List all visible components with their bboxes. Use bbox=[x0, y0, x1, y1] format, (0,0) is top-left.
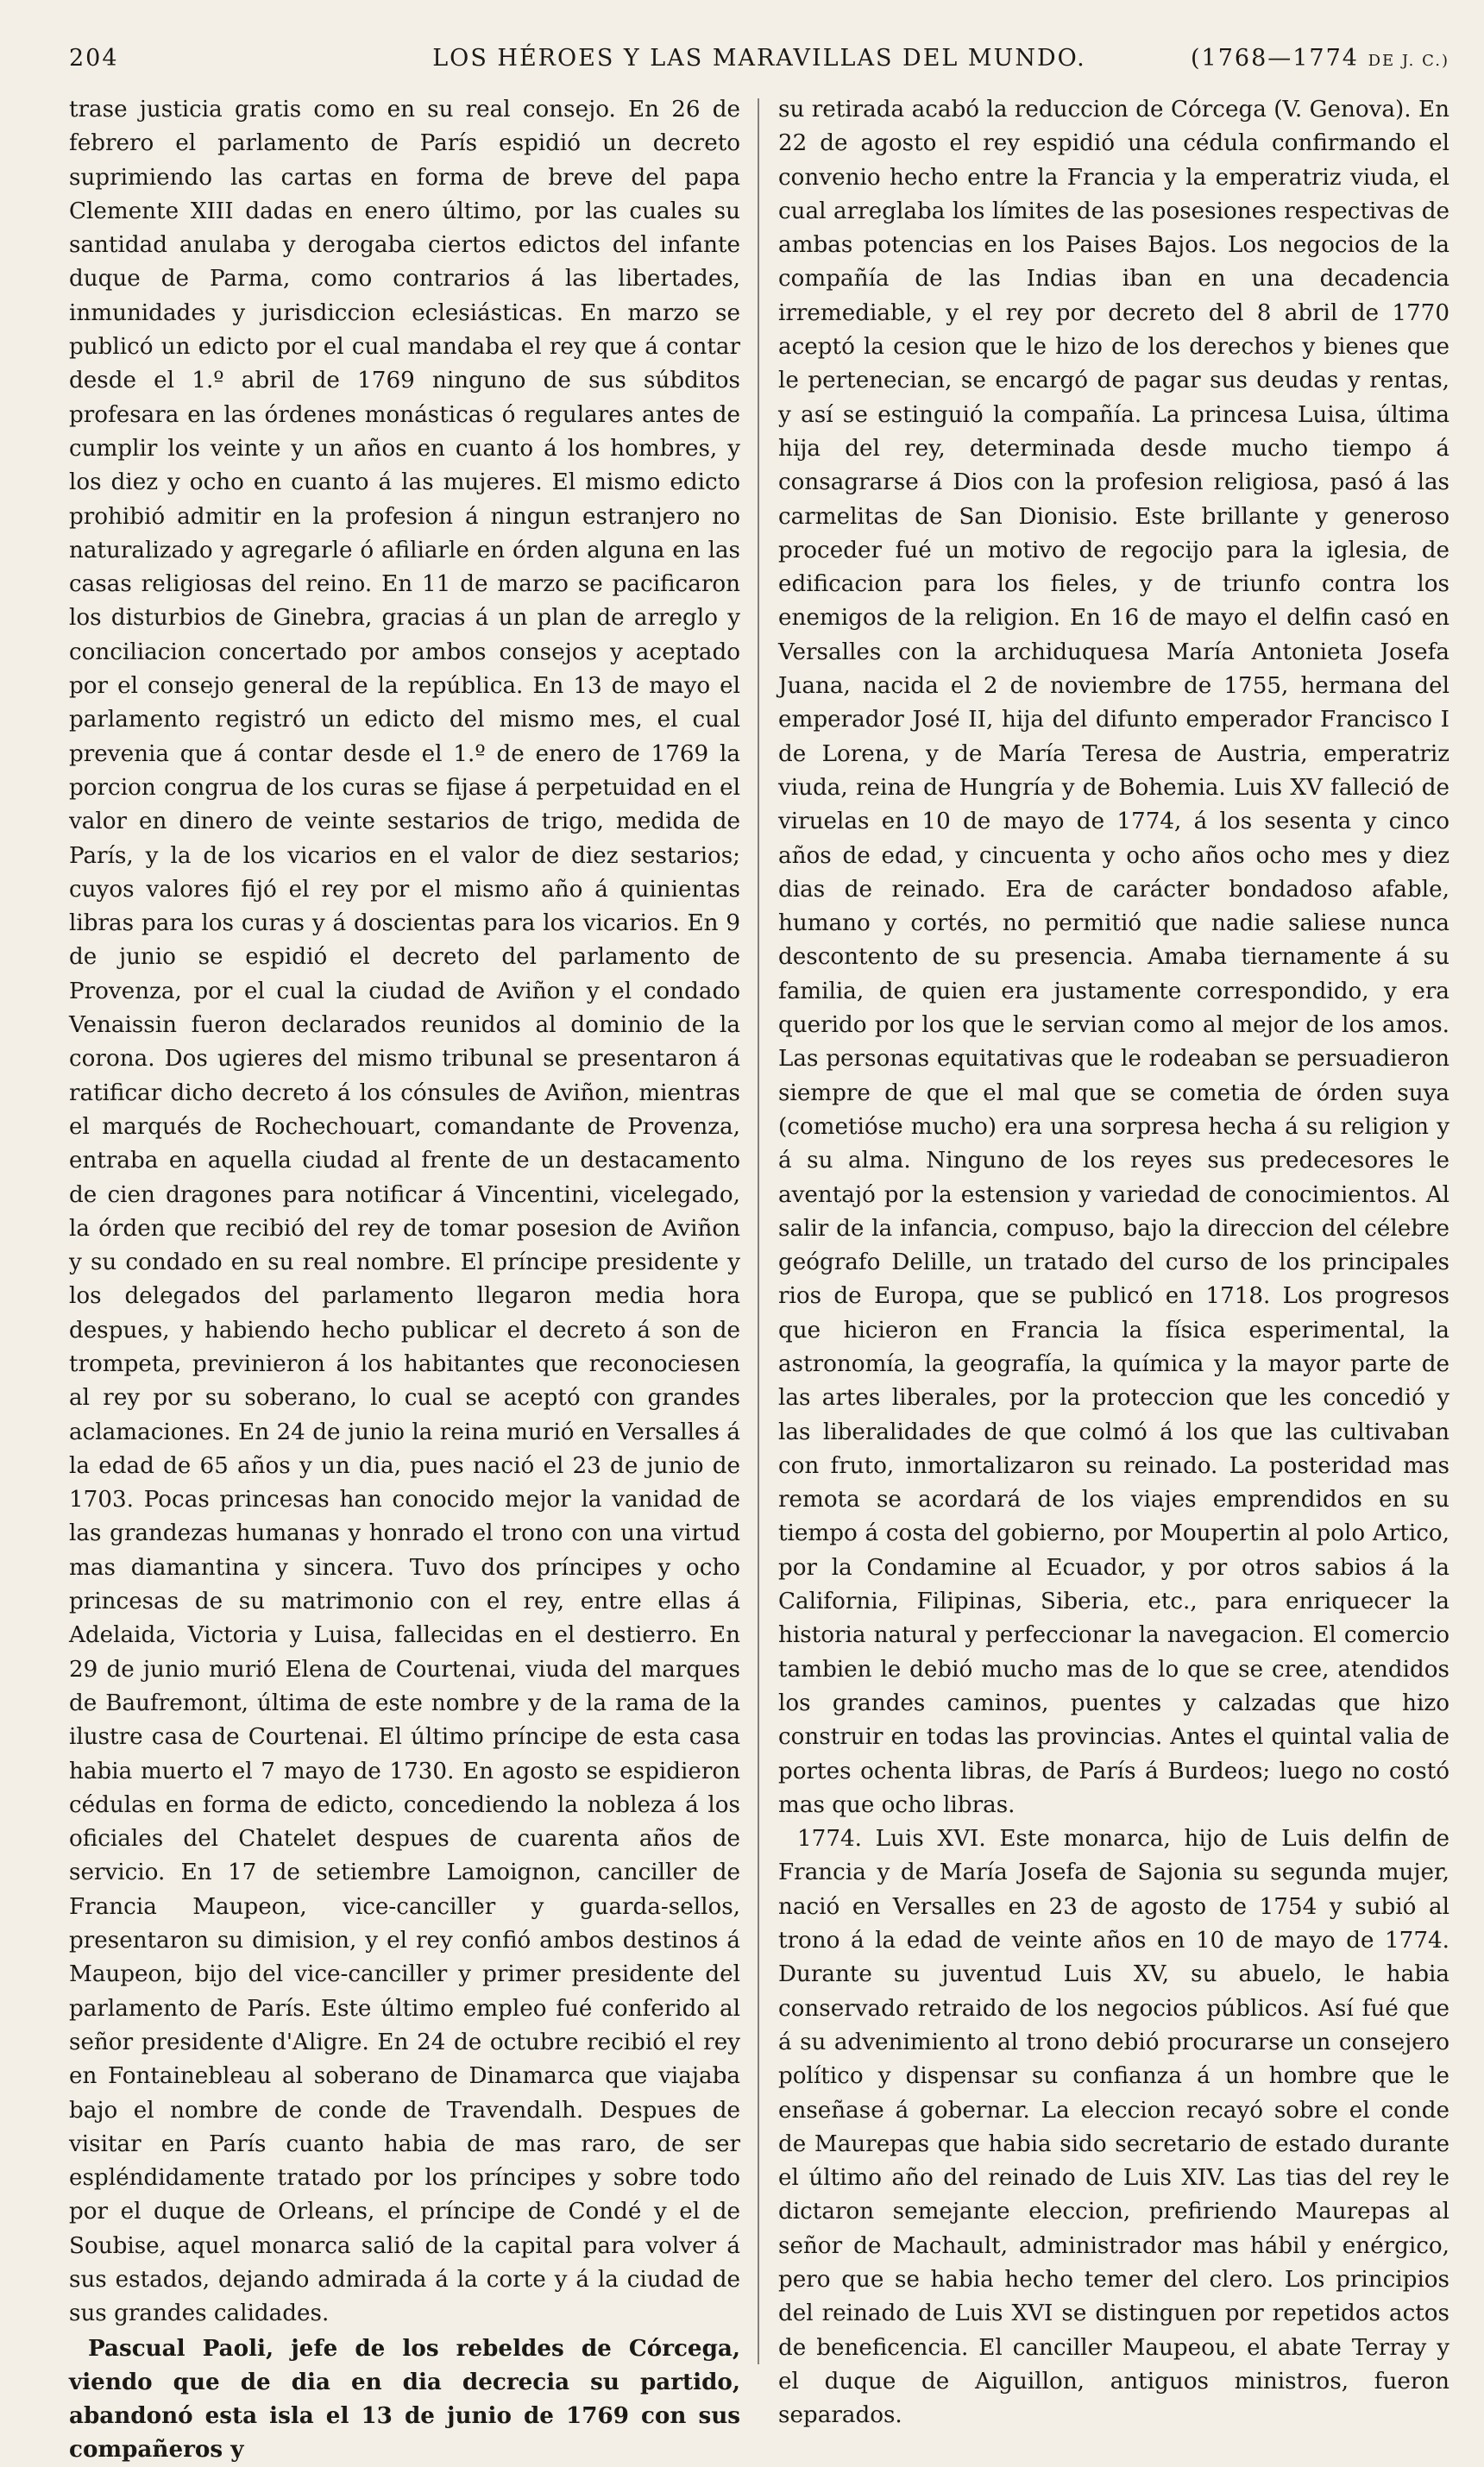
column-divider bbox=[758, 98, 759, 2364]
date-range-years: (1768—1774 bbox=[1191, 45, 1359, 72]
date-range bbox=[1191, 45, 1449, 72]
page-number: 204 bbox=[69, 45, 119, 72]
date-range-era: DE J. C.) bbox=[1368, 52, 1449, 70]
left-paragraph-1: trase justicia gratis como en su real consejo. En 26 de febrero el parlamento de París espidió un decreto suprimiendo las cartas en forma de breve del papa Clemente XIII dadas en enero último, por las cuales su santidad anulaba y derogaba ciertos edictos del infante duque de Parma, como contrarios á las libertades, inmunidades y jurisdiccion eclesiásticas. En marzo se publicó un edicto por el cual mandaba el rey que á contar desde el 1.º abril de 1769 ninguno de sus súbditos profesara en las órdenes monásticas ó regulares antes de cumplir los veinte y un años en cuanto á los hombres, y los diez y ocho en cuanto á las mujeres. El mismo edicto prohibió admitir en la profesion á ningun estranjero no naturalizado y agregarle ó afiliarle en órden alguna en las casas religiosas del reino. En 11 de marzo se pacificaron los disturbios de Ginebra, gracias á un plan de arreglo y conciliacion concertado por ambos consejos y aceptado por el consejo general de la república. En 13 de mayo el parlamento registró un edicto del mismo mes, el cual prevenia que á contar desde el 1.º de enero de 1769 la porcion congrua de los curas se fijase á perpetuidad en el valor en dinero de veinte sestarios de trigo, medida de París, y la de los vicarios en el valor de diez sestarios; cuyos valores fijó el rey por el mismo año á quinientas libras para los curas y á doscientas para los vicarios. En 9 de junio se espidió el decreto del parlamento de Provenza, por el cual la ciudad de Aviñon y el condado Venaissin fueron declarados reunidos al dominio de la corona. Dos ugieres del mismo tribunal se presentaron á ratificar dicho decreto á los cónsules de Aviñon, mientras el marqués de Rochechouart, comandante de Provenza, entraba en aquella ciudad al frente de un destacamento de cien dragones para notificar á Vincentini, vicelegado, la órden que recibió del rey de tomar posesion de Aviñon y su condado en su real nombre. El príncipe presidente y los delegados del parlamento llegaron media hora despues, y habiendo hecho publicar el decreto á son de trompeta, previnieron á los habitantes que reconociesen al rey por su soberano, lo cual se aceptó con grandes aclamaciones. En 24 de junio la reina murió en Versalles á la edad de 65 años y un dia, pues nació el 23 de junio de 1703. Pocas princesas han conocido mejor la vanidad de las grandezas humanas y honrado el trono con una virtud mas diamantina y sincera. Tuvo dos príncipes y ocho princesas de su matrimonio con el rey, entre ellas á Adelaida, Victoria y Luisa, fallecidas en el destierro. En 29 de junio murió Elena de Courtenai, viuda del marques de Baufremont, última de este nombre y de la rama de la ilustre casa de Courtenai. El último príncipe de esta casa habia muerto el 7 mayo de 1730. En agosto se espidieron cédulas en forma de edicto, concediendo la nobleza á los oficiales del Chatelet despues de cuarenta años de servicio. En 17 de setiembre Lamoignon, canciller de Francia Maupeon, vice-canciller y guarda-sellos, presentaron su dimision, y el rey confió ambos destinos á Maupeon, bijo del vice-canciller y primer presidente del parlamento de París. Este último empleo fué conferido al señor presidente d'Aligre. En 24 de octubre recibió el rey en Fontainebleau al soberano de Dinamarca que viajaba bajo el nombre de conde de Travendalh. Despues de visitar en París cuanto habia de mas raro, de ser espléndidamente tratado por los príncipes y sobre todo por el duque de Orleans, el príncipe de Condé y el de Soubise, aquel monarca salió de la capital para volver á sus estados, dejando admirada á la corte y á la ciudad de sus grandes calidades. bbox=[69, 97, 740, 2327]
right-paragraph-2: 1774. Luis XVI. Este monarca, hijo de Luis delfin de Francia y de María Josefa de Sajonia su segunda mujer, nació en Versalles en 23 de agosto de 1754 y subió al trono á la edad de veinte años en 10 de mayo de 1774. Durante su juventud Luis XV, su abuelo, le habia conservado retraido de los negocios públicos. Así fué que á su advenimiento al trono debió procurarse un consejero político y dispensar su confianza á un hombre que le enseñase á gobernar. La eleccion recayó sobre el conde de Maurepas que habia sido secretario de estado durante el último año del reinado de Luis XIV. Las tias del rey le dictaron semejante eleccion, prefiriendo Maurepas al señor de Machault, administrador mas hábil y enérgico, pero que se habia hecho temer del clero. Los principios del reinado de Luis XVI se distinguen por repetidos actos de beneficencia. El canciller Maupeou, el abate Terray y el duque de Aiguillon, antiguos ministros, fueron separados. bbox=[778, 1826, 1449, 2429]
text-columns bbox=[69, 93, 1449, 2464]
page-header bbox=[69, 35, 1449, 86]
left-column bbox=[69, 93, 740, 2464]
running-title: LOS HÉROES Y LAS MARAVILLAS DEL MUNDO. bbox=[432, 45, 1086, 72]
right-column bbox=[778, 93, 1449, 2429]
left-paragraph-2: Pascual Paoli, jefe de los rebeldes de Córcega, viendo que de dia en dia decrecia su partido, abandonó esta isla el 13 de junio de 1769 con sus compañeros y bbox=[69, 2334, 740, 2464]
right-paragraph-1: su retirada acabó la reduccion de Córcega (V. Genova). En 22 de agosto el rey espidió una cédula confirmando el convenio hecho entre la Francia y la emperatriz viuda, el cual arreglaba los límites de las posesiones respectivas de ambas potencias en los Paises Bajos. Los negocios de la compañía de las Indias iban en una decadencia irremediable, y el rey por decreto del 8 abril de 1770 aceptó la cesion que le hizo de los derechos y bienes que le pertenecian, se encargó de pagar sus deudas y rentas, y así se estinguió la compañía. La princesa Luisa, última hija del rey, determinada desde mucho tiempo á consagrarse á Dios con la profesion religiosa, pasó á las carmelitas de San Dionisio. Este brillante y generoso proceder fué un motivo de regocijo para la iglesia, de edificacion para los fieles, y de triunfo contra los enemigos de la religion. En 16 de mayo el delfin casó en Versalles con la archiduquesa María Antonieta Josefa Juana, nacida el 2 de noviembre de 1755, hermana del emperador José II, hija del difunto emperador Francisco I de Lorena, y de María Teresa de Austria, emperatriz viuda, reina de Hungría y de Bohemia. Luis XV falleció de viruelas en 10 de mayo de 1774, á los sesenta y cinco años de edad, y cincuenta y ocho años ocho mes y diez dias de reinado. Era de carácter bondadoso afable, humano y cortés, no permitió que nadie saliese nunca descontento de su presencia. Amaba tiernamente á su familia, de quien era justamente correspondido, y era querido por los que le servian como al mejor de los amos. Las personas equitativas que le rodeaban se persuadieron siempre de que el mal que se cometia de órden suya (cometióse mucho) era una sorpresa hecha á su religion y á su alma. Ninguno de los reyes sus predecesores le aventajó por la estension y variedad de conocimientos. Al salir de la infancia, compuso, bajo la direccion del célebre geógrafo Delille, un tratado del curso de los principales rios de Europa, que se publicó en 1718. Los progresos que hicieron en Francia la física esperimental, la astronomía, la geografía, la química y la mayor parte de las artes liberales, por la proteccion que les concedió y las liberalidades de que colmó á los que las cultivaban con fruto, inmortalizaron su reinado. La posteridad mas remota se acordará de los viajes emprendidos en su tiempo á costa del gobierno, por Moupertin al polo Artico, por la Condamine al Ecuador, y por otros sabios á la California, Filipinas, Siberia, etc., para enriquecer la historia natural y perfeccionar la navegacion. El comercio tambien le debió mucho mas de lo que se cree, atendidos los grandes caminos, puentes y calzadas que hizo construir en todas las provincias. Antes el quintal valia de portes ochenta libras, de París á Burdeos; luego no costó mas que ocho libras. bbox=[778, 97, 1449, 1818]
book-page bbox=[69, 35, 1449, 2464]
